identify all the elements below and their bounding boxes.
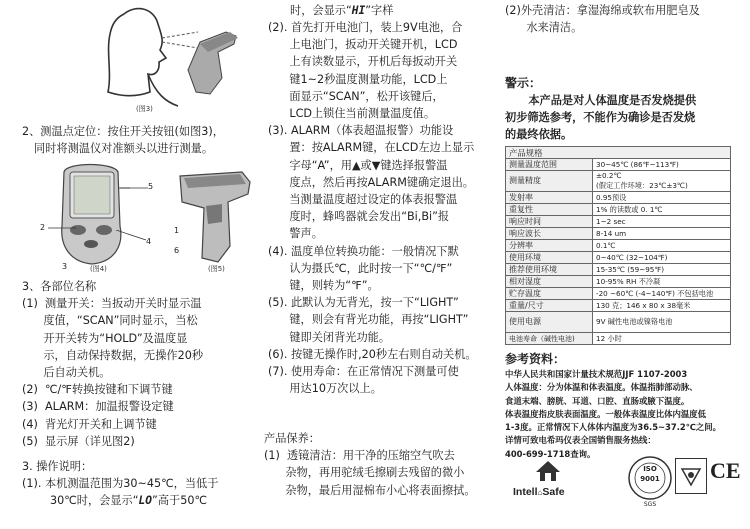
- certification-mark-icon: [675, 458, 707, 494]
- fig5-device-side: [176, 162, 256, 266]
- spec-row: 相对湿度 10-95% RH 不冷凝: [506, 276, 731, 288]
- item2-text: 2、测温点定位：按住开关按钮(如图3)， 同时将测温仪对准额头以进行测量。: [22, 125, 224, 156]
- step-line: (3). ALARM（体表超温报警）功能设: [268, 124, 454, 138]
- spec-row: 响应波长 8-14 um: [506, 228, 731, 240]
- warning-line: 本产品是对人体温度是否发烧提供: [505, 94, 697, 107]
- step-line: 度点，然后再按ALARM键确定退出。: [268, 175, 474, 189]
- step-line: 键，则转为“℉”。: [268, 279, 379, 293]
- step-line: 用达10万次以上。: [268, 382, 382, 396]
- step-line: (7). 使用寿命：在正常情况下测量可使: [268, 365, 459, 379]
- parts-line: 后自动关机。: [22, 366, 111, 380]
- spec-row: 发射率 0.95预设: [506, 192, 731, 204]
- warning-title: 警示：: [505, 76, 542, 90]
- reference-line: 详情可致电希玛仪表全国销售服务热线：: [505, 435, 656, 446]
- step-line: 当测量温度超过设定的体表报警温: [268, 193, 458, 207]
- step-line: (5). 此默认为无背光，按一下“LIGHT”: [268, 296, 459, 310]
- step-line: 字母“A”，用▲或▼键选择报警温: [268, 158, 448, 172]
- operation-line: 30℃时，会显示“LO”高于50℃: [50, 494, 208, 508]
- care-line: (1) 透镜清洁：用干净的压缩空气吹去: [264, 449, 455, 463]
- fig4-device-front: [54, 162, 144, 268]
- operation-steps: [268, 19, 477, 397]
- step-line: 置：按ALARM键，在LCD左边上显示: [268, 141, 475, 155]
- care-line: 杂物，再用驼绒毛擦刷去残留的微小: [264, 466, 465, 480]
- fig5-label-1: 1: [174, 226, 180, 235]
- step-line: (2). 首先打开电池门，装上9V电池，合: [268, 21, 463, 34]
- spec-row: 重量/尺寸 130 克；146 x 80 x 38毫米: [506, 300, 731, 312]
- parts-line: (4) 背光灯开关和上调节键: [22, 417, 157, 431]
- lcd-hi-glyph: HI: [351, 4, 366, 17]
- reference-line: 体表温度指皮肤表面温度。一般体表温度比体内温度低: [505, 408, 706, 419]
- spec-table: [505, 146, 731, 345]
- step-line: 认为摄氏℃，此时按一下“℃/℉”: [268, 261, 453, 275]
- fig4-caption: (图4): [90, 265, 107, 273]
- ce-mark-icon: CE: [710, 458, 741, 483]
- parts-line: 度值，“SCAN”同时显示，当松: [22, 314, 198, 328]
- parts-title: 3、各部位名称: [22, 280, 97, 293]
- step-line: 键1~2秒温度测量功能，LCD上: [268, 72, 448, 86]
- reference-line: 1-3度。正常情况下人体体内温度为36.5~37.2℃之间。: [505, 422, 721, 433]
- spec-row: 使用环境 0~40℃ (32~104℉): [506, 252, 731, 264]
- fig5-caption: (图5): [208, 265, 225, 273]
- warning-line: 初步筛选参考，不能作为确诊是否发烧: [505, 111, 696, 125]
- spec-row: 重复性 1% 的读数或 0. 1℃: [506, 204, 731, 216]
- operation-line: (1). 本机测温范围为30~45℃，当低于: [22, 477, 219, 491]
- operation-line: 时，会显示“HI”字样: [290, 4, 394, 17]
- reference-title: 参考资料：: [505, 352, 566, 366]
- step-line: (6). 按键无操作时,20秒左右则自动关机。: [268, 347, 477, 361]
- column-right: [505, 0, 740, 529]
- spec-row: 贮存温度 -20 ~60℃ (-4~140℉) 不包括电池: [506, 288, 731, 300]
- warning-line: 的最终依据。: [505, 128, 573, 142]
- parts-line: (2) ℃/℉转换按键和下调节键: [22, 383, 173, 397]
- house-icon: [535, 460, 561, 482]
- step-line: 键即关闭背光功能。: [268, 330, 391, 344]
- fig4-label-5: 5: [148, 182, 154, 191]
- step-line: 度时，蜂鸣器就会发出“Bi,Bi”报: [268, 210, 450, 224]
- spec-row: 响应时间 1~2 sec: [506, 216, 731, 228]
- care-title: 产品保养：: [264, 432, 320, 445]
- parts-line: (3) ALARM：加温报警设定键: [22, 400, 174, 414]
- spec-row: 推荐使用环境 15-35℃ (59~95℉): [506, 264, 731, 276]
- operation-section: [22, 458, 218, 510]
- fig5-label-6: 6: [174, 246, 180, 255]
- reference-section: [505, 350, 721, 461]
- spec-row: 分辨率 0.1℃: [506, 240, 731, 252]
- parts-section: [22, 278, 203, 450]
- reference-line: 人体温度：分为体温和体表温度。体温指肺部动脉、: [505, 382, 698, 393]
- reference-line: 食道末端、膀胱、耳道、口腔、直肠或腋下温度。: [505, 395, 690, 406]
- operation-continued: [282, 2, 393, 19]
- fig4-label-3: 3: [62, 262, 68, 271]
- spec-row: 电池寿命（碱性电池) 12 小时: [506, 333, 731, 345]
- spec-row: 测量精度 ±0.2℃ (假定工作环境：23℃±3℃): [506, 171, 731, 192]
- column-middle: [262, 0, 498, 529]
- parts-line: 示，自动保持数据，无操作20秒: [22, 348, 204, 362]
- lcd-lo-glyph: LO: [138, 494, 153, 508]
- parts-line: (1) 测量开关：当扳动开关时显示温: [22, 297, 202, 311]
- column-left: [18, 0, 256, 529]
- parts-line: 开开关转为“HOLD”及温度显: [22, 331, 188, 345]
- care-section: [264, 430, 476, 499]
- step-line: 上有读数显示，开机后每扳动开关: [268, 55, 458, 69]
- care-line: 杂物，最后用湿棉布小心将表面擦拭。: [264, 483, 476, 497]
- spec-row: 测量温度范围 30~45℃ (86℉~113℉): [506, 159, 731, 171]
- spec-header-row: 产品规格: [506, 147, 731, 159]
- warning-section: [505, 74, 696, 144]
- step-line: 面显示“SCAN”，松开该键后，: [268, 89, 444, 103]
- spec-row: 使用电源 9V 碱性电池或镍铬电池: [506, 312, 731, 333]
- step-line: 警声。: [268, 227, 323, 241]
- iso9001-badge: ISO 9001 SGS: [627, 455, 673, 511]
- fig4-label-2: 2: [40, 223, 46, 232]
- reference-line: 400-699-1718查询。: [505, 448, 596, 459]
- step-line: (4). 温度单位转换功能：一般情况下默: [268, 244, 459, 258]
- step-line: 键，则会有背光功能，再按“LIGHT”: [268, 313, 469, 327]
- intellisafe-logo: Intell⌂Safe: [513, 460, 583, 512]
- operation-title: 3. 操作说明：: [22, 460, 93, 473]
- reference-line: 中华人民共和国家计量技术规范JJF 1107-2003: [505, 369, 688, 379]
- step-line: LCD上锁住当前测量温度值。: [268, 107, 436, 121]
- care-continued: (2)外壳清洁：拿湿海绵或软布用肥皂及 水来清洁。: [505, 4, 700, 35]
- step-line: 上电池门，扳动开关键开机，LCD: [268, 38, 458, 52]
- fig4-label-4: 4: [146, 237, 152, 246]
- fig3-illustration: [96, 2, 246, 112]
- fig3-caption: (图3): [136, 105, 153, 113]
- parts-line: (5) 显示屏（详见图2): [22, 434, 135, 448]
